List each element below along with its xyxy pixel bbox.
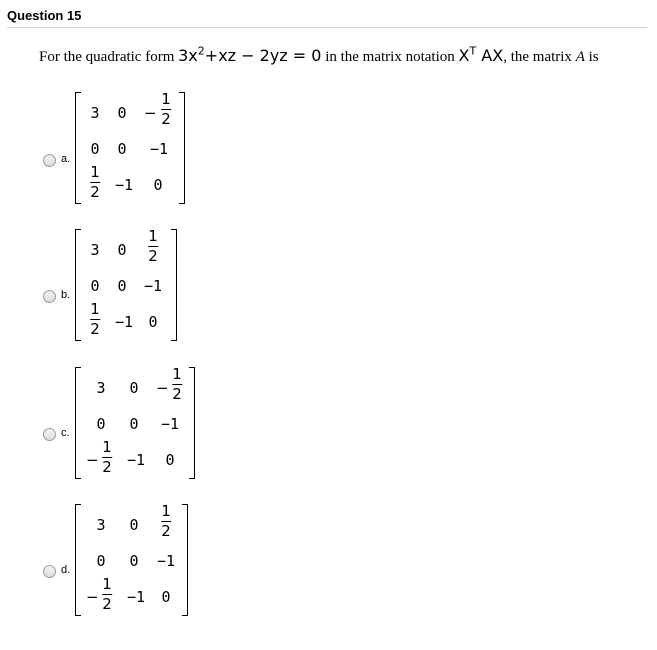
matrix-name: A — [575, 49, 585, 65]
minus-sign: − — [86, 451, 99, 469]
cell: 0 — [96, 552, 106, 570]
cell: 0 — [90, 277, 100, 295]
matrix-notation: $X^T$ AX — [458, 44, 504, 65]
quadratic-form: $3x^2+xz - 2yz = 0$ — [178, 44, 322, 65]
option-b-matrix — [75, 229, 177, 341]
cell: 0 — [129, 552, 139, 570]
option-a-matrix — [75, 92, 185, 204]
cell: 0 — [129, 379, 139, 397]
minus-sign: − — [86, 588, 99, 606]
cell: −1 — [160, 415, 180, 433]
cell: 0 — [165, 451, 175, 469]
cell: 0 — [117, 140, 127, 158]
option-b[interactable] — [0, 225, 657, 365]
option-c-label: c. — [61, 427, 70, 439]
fraction: 1 2 — [90, 300, 100, 338]
cell: 0 — [148, 313, 158, 331]
cell: −1 — [143, 277, 163, 295]
cell: −1 — [126, 451, 146, 469]
cell: 0 — [117, 241, 127, 259]
cell: −1 — [126, 588, 146, 606]
option-b-radio[interactable] — [43, 290, 56, 303]
cell: 0 — [153, 176, 163, 194]
cell: 3 — [90, 104, 100, 122]
cell: −1 — [114, 176, 134, 194]
prompt-suffix: , the matrix — [503, 49, 572, 65]
question-header — [7, 7, 647, 28]
prompt-middle: in the matrix notation — [325, 49, 455, 65]
cell: 0 — [129, 415, 139, 433]
cell: 0 — [117, 104, 127, 122]
option-c[interactable] — [0, 363, 657, 503]
option-a-label: a. — [61, 153, 71, 165]
fraction: 1 2 — [102, 575, 112, 613]
option-d-matrix — [75, 504, 188, 616]
left-bracket — [75, 504, 81, 616]
option-c-matrix — [75, 367, 195, 479]
cell: 0 — [129, 516, 139, 534]
fraction: 1 2 — [172, 365, 182, 403]
cell: 0 — [96, 415, 106, 433]
left-bracket — [75, 367, 81, 479]
fraction: 1 2 — [148, 227, 158, 265]
cell: 0 — [161, 588, 171, 606]
prompt-end: is — [588, 49, 599, 65]
cell: 3 — [96, 516, 106, 534]
option-d[interactable] — [0, 500, 657, 640]
prompt-prefix: For the quadratic form — [39, 49, 175, 65]
cell: −1 — [114, 313, 134, 331]
right-bracket — [171, 229, 177, 341]
question-prompt — [39, 42, 649, 71]
cell: −1 — [156, 552, 176, 570]
option-b-label: b. — [61, 289, 71, 301]
right-bracket — [179, 92, 185, 204]
option-d-radio[interactable] — [43, 565, 56, 578]
cell: 3 — [90, 241, 100, 259]
cell: −1 — [149, 140, 169, 158]
question-title: Question 15 — [7, 8, 82, 23]
fraction: 1 2 — [90, 163, 100, 201]
fraction: 1 2 — [161, 90, 171, 128]
cell: 0 — [117, 277, 127, 295]
option-c-radio[interactable] — [43, 428, 56, 441]
cell: 3 — [96, 379, 106, 397]
right-bracket — [182, 504, 188, 616]
fraction: 1 2 — [102, 438, 112, 476]
right-bracket — [189, 367, 195, 479]
left-bracket — [75, 229, 81, 341]
minus-sign: − — [144, 104, 157, 122]
fraction: 1 2 — [161, 502, 171, 540]
left-bracket — [75, 92, 81, 204]
option-d-label: d. — [61, 564, 71, 576]
minus-sign: − — [156, 379, 169, 397]
option-a[interactable] — [0, 88, 657, 228]
cell: 0 — [90, 140, 100, 158]
option-a-radio[interactable] — [43, 154, 56, 167]
